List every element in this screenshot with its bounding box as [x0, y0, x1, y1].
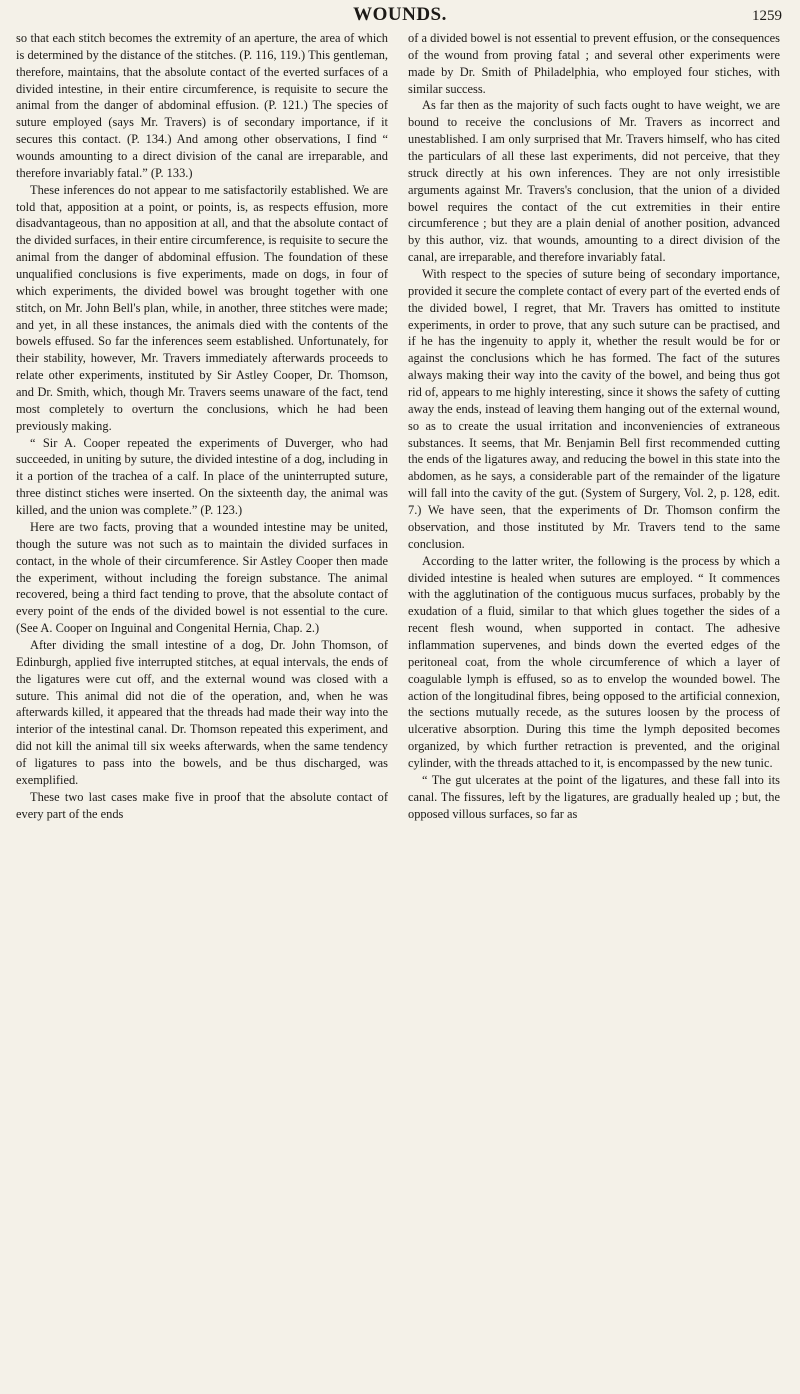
- paragraph: so that each stitch becomes the extremity of an aperture, the area of which is determined by the distance of the stitches. (P. 116, 119.) This gentleman, therefore, maintains, that the absolute contact of the everted surfaces of a divided intestine, in their entire circumference, is requisite to secure the animal from the danger of abdominal effusion. (P. 121.) The species of suture employed (says Mr. Travers) is of secondary importance, if it secures this contact. (P. 134.) And among other observations, I find “ wounds amounting to a direct division of the canal are irreparable, and therefore invariably fatal.” (P. 133.): [16, 31, 388, 180]
- paragraph: “ The gut ulcerates at the point of the ligatures, and these fall into its canal. The fissures, left by the ligatures, are gradually healed up ; but, the opposed villous surfaces, so far as: [408, 772, 780, 821]
- paragraph: These two last cases make five in proof that the absolute contact of every part of the ends: [16, 789, 388, 821]
- paragraph: With respect to the species of suture being of secondary importance, provided it secure the complete contact of every part of the everted ends of the divided bowel, I regret, that Mr. Travers has omitted to institute experiments, in order to prove, that any such suture can be practised, and if he has the ingenuity to apply it, whether the result would be for or against the conclusions which he has formed. The fact of the sutures always making their way into the cavity of the bowel, and being thus got rid of, appears to me highly interesting, since it shows the safety of cutting away the ends, instead of leaving them hanging out of the external wound, so as to create the usual irritation and inconveniencies of extraneous substances. It seems, that Mr. Benjamin Bell first recommended cutting the ends of the ligatures away, and reducing the bowel in this state into the abdomen, as he says, a considerable part of the remainder of the ligature will fall into the cavity of the gut. (System of Surgery, Vol. 2, p. 128, edit. 7.) We have seen, that the experiments of Dr. Thomson confirm the observation, and those instituted by Mr. Travers tend to the same conclusion.: [408, 267, 780, 551]
- right-column: [408, 30, 780, 822]
- paragraph: of a divided bowel is not essential to prevent effusion, or the consequences of the wound from proving fatal ; and several other experiments were made by Dr. Smith of Philadelphia, who employed four stiches, with similar success.: [408, 31, 780, 96]
- paragraph: According to the latter writer, the following is the process by which a divided intestine is healed when sutures are employed. “ It commences with the agglutination of the contiguous mucus surfaces, probably by the exudation of a fluid, similar to that which glues together the sides of a recent flesh wound, when supported in contact. The adhesive inflammation supervenes, and binds down the everted edges of the peritoneal coat, from the whole circumference of which a layer of coagulable lymph is effused, so as to envelop the wounded bowel. The action of the longitudinal fibres, being opposed to the artificial connexion, the sections mutually recede, as the sutures loosen by the process of ulcerative absorption. During this time the lymph deposited becomes organized, by which further retraction is prevented, and the original cylinder, with the threads attached to it, is encompassed by the new tunic.: [408, 553, 780, 770]
- paragraph: “ Sir A. Cooper repeated the experiments of Duverger, who had succeeded, in uniting by suture, the divided intestine of a dog, including in it a portion of the trachea of a calf. In place of the uninterrupted suture, three distinct stiches were inserted. On the sixteenth day, the animal was killed, and the union was complete.” (P. 123.): [16, 435, 388, 518]
- paragraph: After dividing the small intestine of a dog, Dr. John Thomson, of Edinburgh, applied five interrupted stitches, at equal intervals, the ends of the ligatures were cut off, and the external wound was closed with a suture. This animal did not die of the operation, and, when he was afterwards killed, it appeared that the threads had made their way into the interior of the intestinal canal. Dr. Thomson repeated this experiment, and did not kill the animal till six weeks afterwards, when the same tendency of ligatures to pass into the bowels, and be thus discharged, was exemplified.: [16, 637, 388, 787]
- paragraph: As far then as the majority of such facts ought to have weight, we are bound to receive the conclusions of Mr. Travers as incorrect and unestablished. I am only surprised that Mr. Travers himself, who has cited the particulars of all these last experiments, did not perceive, that they struck directly at his own inferences. They are not only irresistible arguments against Mr. Travers's conclusion, that the union of a divided bowel requires the contact of the cut extremities in their entire circumference ; but they are a plain denial of another position, advanced by this author, viz. that wounds, amounting to a direct division of the canal, are irreparable, and therefore invariably fatal.: [408, 98, 780, 265]
- page-number: 1259: [752, 8, 782, 24]
- left-column: [16, 30, 388, 822]
- running-title: WOUNDS.: [353, 4, 447, 25]
- paragraph: These inferences do not appear to me satisfactorily established. We are told that, apposition at a point, or points, is, as respects effusion, more disadvantageous, than no apposition at all, and that the absolute contact of the divided surfaces, in their entire circumference, is requisite to secure the animal from the danger of abdominal effusion. The foundation of these unqualified conclusions is five experiments, made on dogs, in four of which experiments, the divided bowel was brought together with one stitch, on Mr. John Bell's plan, while, in another, three stitches were made; and yet, in all these instances, the animals died with the contents of the bowels effused. So far the inferences seem established. Unfortunately, for their stability, however, Mr. Travers immediately afterwards proceeds to relate other experiments, instituted by Sir Astley Cooper, Dr. Thomson, and Dr. Smith, which, though Mr. Travers seems unaware of the fact, tend most completely to overturn the conclusions, which he had been previously making.: [16, 182, 388, 433]
- paragraph: Here are two facts, proving that a wounded intestine may be united, though the suture was not such as to maintain the divided surfaces in contact, in the whole of their circumference. Sir Astley Cooper then made the experiment, without including the foreign substance. The animal recovered, being a third fact tending to prove, that the absolute contact of every point of the ends of the divided bowel is not essential to the cure. (See A. Cooper on Inguinal and Congenital Hernia, Chap. 2.): [16, 519, 388, 636]
